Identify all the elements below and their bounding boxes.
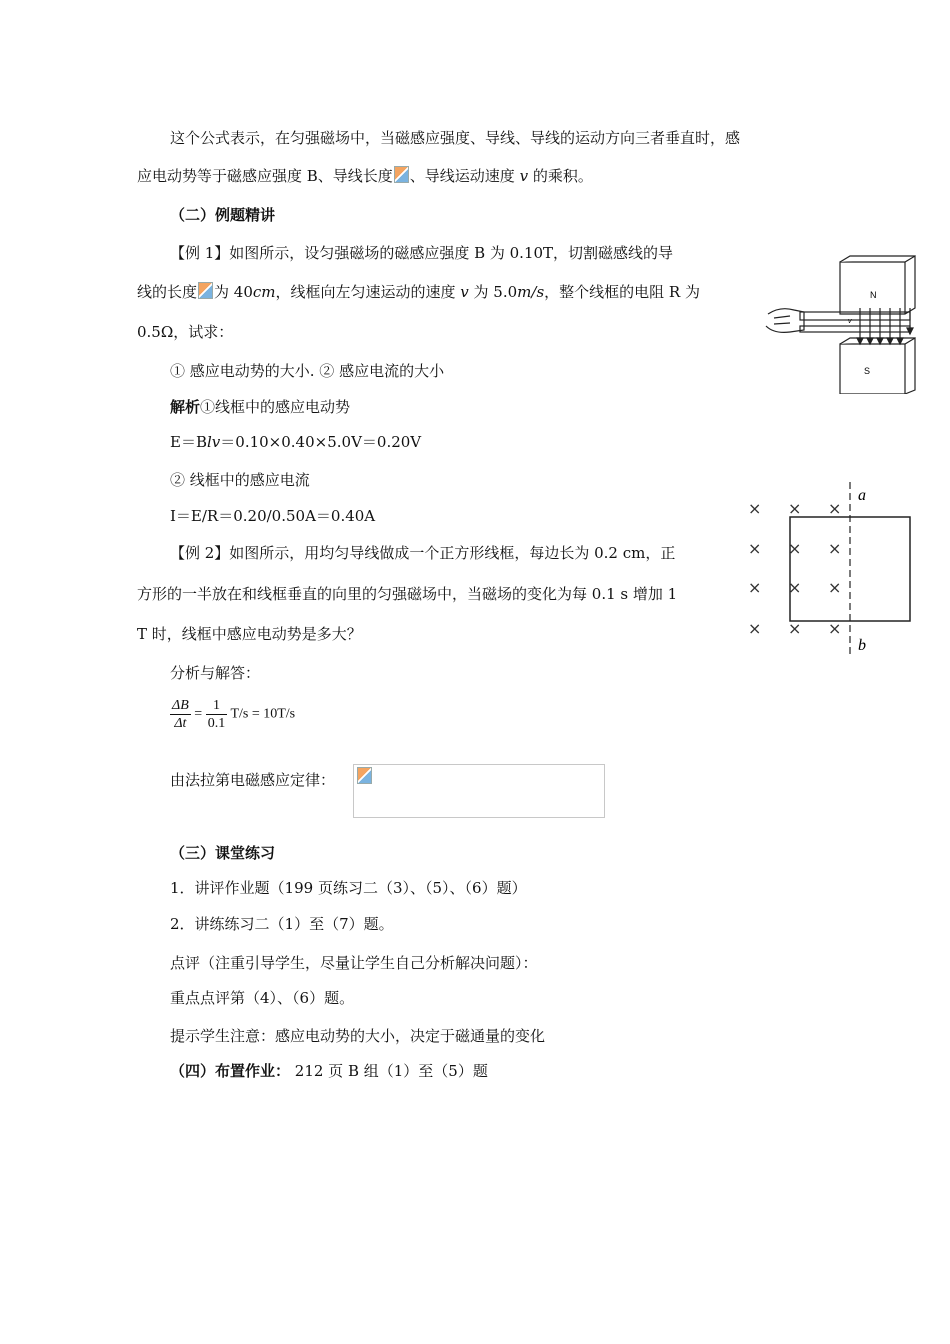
field-cross: × [788, 619, 802, 638]
faraday-law-label: 由法拉第电磁感应定律： [170, 771, 336, 789]
field-cross: × [788, 539, 802, 558]
field-cross: × [748, 578, 762, 597]
example-2-line: 方形的一半放在和线框垂直的向里的匀强磁场中，当磁场的变化为每 0.1 s 增加 1 [137, 585, 678, 603]
field-cross: × [828, 539, 842, 558]
paragraph-line: 这个公式表示，在匀强磁场中，当磁感应强度、导线、导线的运动方向三者垂直时，感 [170, 129, 741, 147]
comment-line: 点评（注重引导学生，尽量让学生自己分析解决问题）： [170, 954, 538, 972]
section-heading: （三）课堂练习 [170, 844, 276, 862]
comment-line: 重点点评第（4）、（6）题。 [170, 989, 355, 1007]
analysis-label: 分析与解答： [170, 664, 261, 682]
example-1-line: 0.5Ω，试求： [137, 323, 234, 341]
exercise-item: 1．讲评作业题（199 页练习二（3）、（5）、（6）题） [170, 879, 527, 897]
section-heading: （二）例题精讲 [170, 206, 276, 224]
field-cross: × [748, 499, 762, 518]
square-frame-figure [740, 478, 920, 660]
broken-image-icon [357, 767, 372, 784]
magnet-figure [760, 252, 920, 394]
north-pole-label: N [870, 290, 877, 300]
paragraph-line: 应电动势等于磁感应强度 B、导线长度 、导线运动速度 v 的乘积。 [137, 167, 593, 185]
field-cross: × [828, 619, 842, 638]
south-pole-label: S [864, 366, 871, 376]
equation-emf: E＝Blv＝0.10×0.40×5.0V＝0.20V [170, 433, 422, 451]
field-cross: × [828, 499, 842, 518]
field-cross: × [748, 539, 762, 558]
field-cross: × [788, 578, 802, 597]
homework-line: （四）布置作业： 212 页 B 组（1）至（5）题 [170, 1062, 488, 1080]
example-1-answer: 解析①线框中的感应电动势 [170, 398, 351, 416]
example-2-line: 【例 2】如图所示，用均匀导线做成一个正方形线框，每边长为 0.2 cm，正 [170, 544, 676, 562]
equation-current: I＝E/R＝0.20/0.50A＝0.40A [170, 507, 376, 525]
field-cross: × [748, 619, 762, 638]
rate-equation: $\frac{\Delta B}{\Delta t}$ = $\frac{1}{0.1}$ T/s = 10T/s [172, 698, 296, 731]
field-cross: × [828, 578, 842, 597]
example-1-step: ② 线框中的感应电流 [170, 471, 310, 489]
field-cross: × [788, 499, 802, 518]
example-2-line: T 时，线框中感应电动势是多大？ [137, 625, 362, 643]
formula-image-frame [353, 764, 605, 818]
example-1-line: 线的长度 为 40cm，线框向左匀速运动的速度 v 为 5.0m/s，整个线框的电阻 R 为 [137, 283, 700, 301]
broken-image-icon [394, 166, 409, 183]
velocity-label: v [848, 318, 852, 325]
exercise-item: 2．讲练练习二（1）至（7）题。 [170, 915, 394, 933]
comment-line: 提示学生注意：感应电动势的大小，决定于磁通量的变化 [170, 1027, 546, 1045]
example-1-question: ① 感应电动势的大小. ② 感应电流的大小 [170, 362, 445, 380]
point-a-label: a [858, 487, 866, 504]
point-b-label: b [858, 637, 866, 654]
broken-image-icon [198, 282, 213, 299]
example-1-line: 【例 1】如图所示，设匀强磁场的磁感应强度 B 为 0.10T，切割磁感线的导 [170, 244, 674, 262]
